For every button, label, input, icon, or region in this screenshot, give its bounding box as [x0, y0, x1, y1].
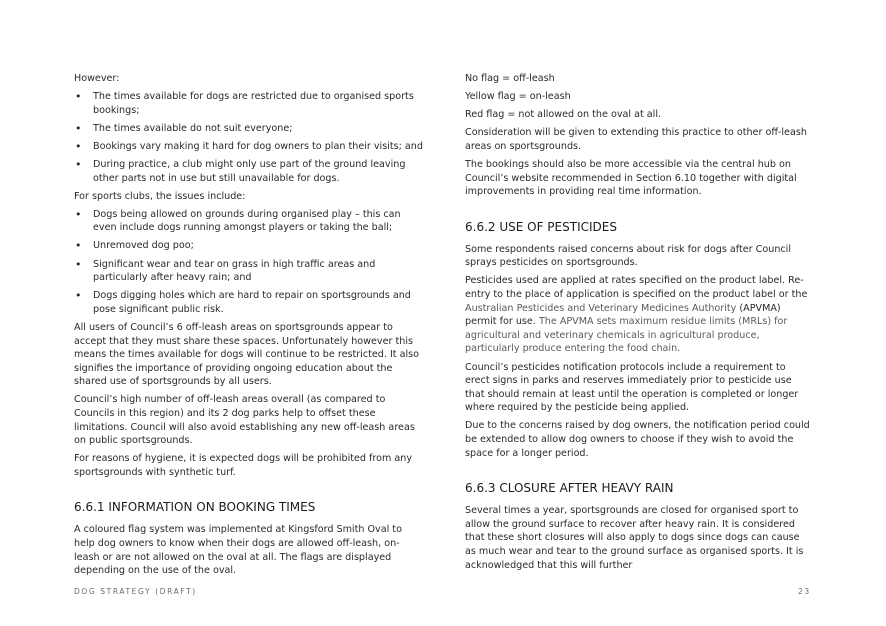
club-issues-list — [74, 208, 424, 317]
paragraph-pesticides — [465, 274, 811, 356]
paragraph: All users of Council’s 6 off-leash areas on sportsgrounds appear to accept that they must share these spaces. Unfortunately however this means the times available for dogs will continue to be restricted. It also signifies the importance of providing ongoing education about the shared use of sportsgrounds by all users. — [74, 321, 420, 388]
however-text: However: — [74, 73, 120, 84]
paragraph: A coloured flag system was implemented at Kingsford Smith Oval to help dog owners to know when their dogs are allowed off-leash, on-leash or are not allowed on the oval at all. The flags are displayed depending on the use of the oval. — [74, 524, 402, 577]
paragraph: Several times a year, sportsgrounds are closed for organised sport to allow the ground surface to recover after heavy rain. It is considered that these short closures will also apply to dogs since dogs can cause as much wear and tear to the ground surface as organised sports. It is acknowledged that this will further — [465, 505, 804, 571]
apvma-name: Australian Pesticides and Veterinary Medicines Authority — [465, 302, 737, 314]
paragraph: The bookings should also be more accessible via the central hub on Council’s website recommended in Section 6.10 together with digital improvements in providing real time information. — [465, 158, 797, 198]
paragraph: For reasons of hygiene, it is expected dogs will be prohibited from any sportsgrounds with synthetic turf. — [74, 453, 413, 478]
list-item: • Dogs being allowed on grounds during organised play – this can even include dogs running amongst players or taking the ball; — [74, 208, 424, 235]
heading-6-6-1: 6.6.1 INFORMATION ON BOOKING TIMES — [74, 500, 316, 515]
dog-issues-list — [74, 90, 424, 185]
heading-6-6-2: 6.6.2 USE OF PESTICIDES — [465, 219, 617, 234]
text-span: Pesticides used are applied at rates specified on the product label. Re-entry to the place of application is specified on the product label or the — [465, 275, 808, 301]
list-item: • During practice, a club might only use part of the ground leaving other parts not in use but still unavailable for dogs. — [74, 158, 424, 185]
clubs-intro: For sports clubs, the issues include: — [74, 190, 246, 202]
flag-none-text: No flag = off-leash — [465, 73, 555, 84]
page-number: 23 — [798, 587, 811, 596]
paragraph: Council’s pesticides notification protocols include a requirement to erect signs in parks and reserves immediately prior to pesticide use that should remain at least until the operation is completed or longer where required by the pesticide being applied. — [465, 361, 799, 414]
right-column — [465, 72, 811, 577]
list-item: • Bookings vary making it hard for dog owners to plan their visits; and — [74, 140, 424, 154]
flag-yellow-text: Yellow flag = on-leash — [465, 91, 571, 103]
text-span: The APVMA sets maximum residue limits (MRLs) for agricultural and veterinary chemicals in agricultural produce, particularly produce entering the food chain. — [465, 316, 788, 355]
list-item: • Unremoved dog poo; — [74, 239, 424, 253]
list-item: • Significant wear and tear on grass in high traffic areas and particularly after heavy rain; and — [74, 258, 424, 285]
footer-title: DOG STRATEGY (DRAFT) — [74, 587, 197, 596]
paragraph: Some respondents raised concerns about risk for dogs after Council sprays pesticides on sportsgrounds. — [465, 243, 792, 269]
left-column — [74, 72, 424, 582]
list-item: • The times available do not suit everyone; — [74, 122, 424, 136]
paragraph: Consideration will be given to extending this practice to other off-leash areas on sportsgrounds. — [465, 127, 807, 152]
flag-red-text: Red flag = not allowed on the oval at all. — [465, 109, 662, 121]
text-span: (APVMA) permit for use. — [465, 302, 781, 328]
paragraph: Council’s high number of off-leash areas overall (as compared to Councils in this region) and its 2 dog parks help to offset these limitations. Council will also avoid establishing any new off-leash areas on public sportsgrounds. — [74, 394, 415, 447]
paragraph: Due to the concerns raised by dog owners, the notification period could be extended to allow dog owners to choose if they wish to avoid the space for a longer period. — [465, 420, 810, 459]
list-item: • Dogs digging holes which are hard to repair on sportsgrounds and pose significant public risk. — [74, 289, 424, 316]
heading-6-6-3: 6.6.3 CLOSURE AFTER HEAVY RAIN — [465, 481, 674, 496]
list-item: • The times available for dogs are restricted due to organised sports bookings; — [74, 90, 424, 117]
